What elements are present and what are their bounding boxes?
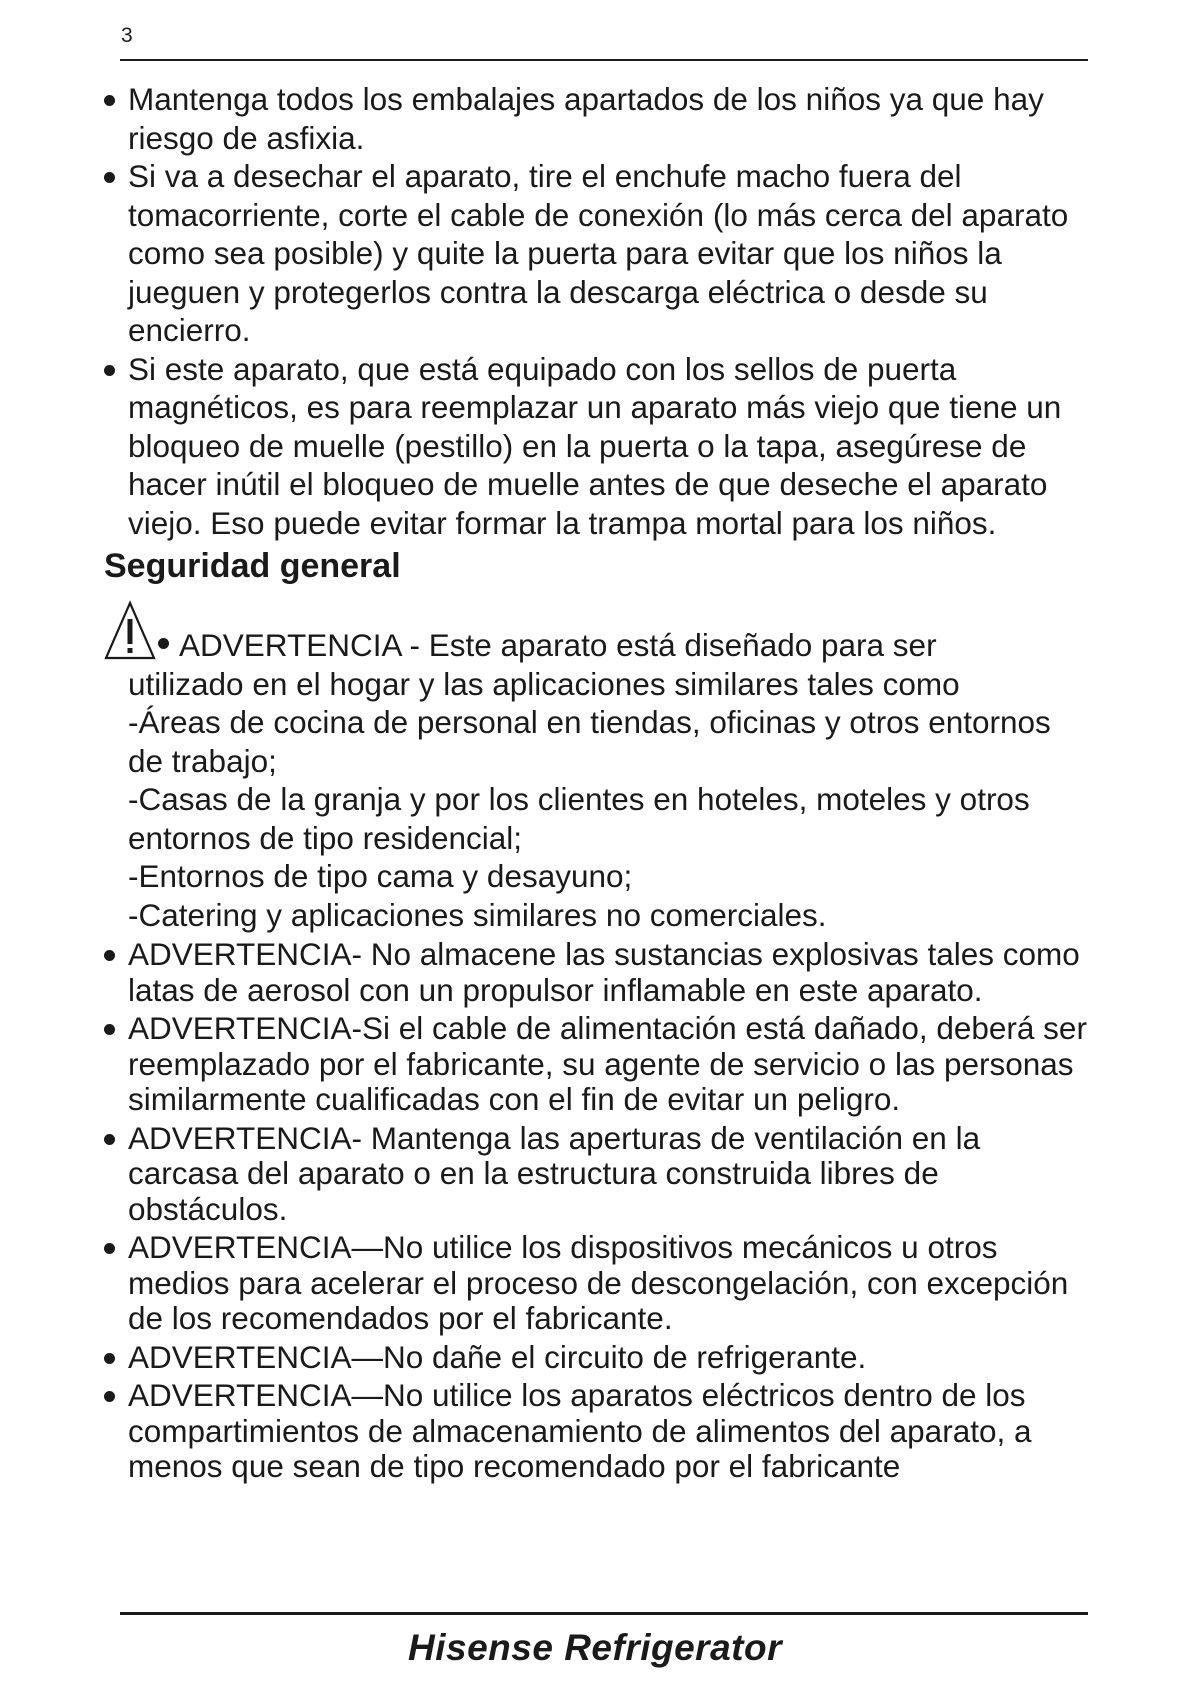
bullet-icon (158, 638, 169, 649)
warning-item-text: ADVERTENCIA—No utilice los aparatos eléctricos dentro de los compartimientos de almacenamiento de alimentos del aparato, a menos que sean de tipo recomendado por el fabricante (128, 1377, 1032, 1484)
warning-item (104, 1121, 1094, 1228)
warning-item-text: ADVERTENCIA- No almacene las sustancias explosivas tales como latas de aerosol con un propulsor inflamable en este aparato. (128, 936, 1080, 1008)
warning-sub-item: -Casas de la granja y por los clientes en hoteles, moteles y otros entornos de tipo residencial; (128, 781, 1030, 856)
bullet-icon (104, 1134, 115, 1145)
bullet-icon (104, 1353, 115, 1364)
first-warning (104, 600, 1094, 934)
list-item (104, 350, 1094, 543)
footer-rule (120, 1612, 1088, 1615)
warning-sub-item: -Entornos de tipo cama y desayuno; (128, 858, 633, 894)
bullet-icon (104, 1024, 115, 1035)
warning-triangle-icon (104, 600, 156, 662)
warning-line-2: utilizado en el hogar y las aplicaciones similares tales como (128, 665, 960, 702)
warning-item-text: ADVERTENCIA—No dañe el circuito de refrigerante. (128, 1338, 867, 1375)
header-rule (120, 59, 1088, 61)
page-number: 3 (121, 24, 133, 47)
warning-item-text: ADVERTENCIA-Si el cable de alimentación está dañado, deberá ser reemplazado por el fabricante, su agente de servicio o las personas similarmente cualificadas con el fin de evitar un peligro. (128, 1010, 1087, 1117)
list-item-text: Si este aparato, que está equipado con los sellos de puerta magnéticos, es para reemplazar un aparato más viejo que tiene un bloqueo de muelle (pestillo) en la puerta o la tapa, asegúrese de hacer inútil el bloqueo de muelle antes de que deseche el aparato viejo. Eso puede evitar formar la trampa mortal para los niños. (128, 350, 1062, 541)
bullet-icon (104, 1391, 115, 1402)
warning-sub-item: -Catering y aplicaciones similares no comerciales. (128, 896, 827, 933)
bullet-icon (104, 172, 115, 183)
warning-item (104, 1378, 1094, 1485)
section-title: Seguridad general (104, 547, 401, 585)
warning-sub-item: -Áreas de cocina de personal en tiendas, oficinas y otros entornos de trabajo; (128, 704, 1051, 779)
page-content (104, 80, 1094, 1485)
warning-item-text: ADVERTENCIA- Mantenga las aperturas de ventilación en la carcasa del aparato o en la estructura construida libres de obstáculos. (128, 1119, 981, 1227)
warning-item-text: ADVERTENCIA—No utilice los dispositivos mecánicos u otros medios para acelerar el proceso de descongelación, con excepción de los recomendados por el fabricante. (128, 1229, 1069, 1336)
list-item (104, 157, 1094, 350)
bullet-icon (104, 95, 115, 106)
warning-item (104, 1230, 1094, 1337)
warning-item (104, 1340, 1094, 1376)
list-item (104, 80, 1094, 157)
list-item-text: Mantenga todos los embalajes apartados de los niños ya que hay riesgo de asfixia. (128, 81, 1044, 156)
warning-line-1: ADVERTENCIA - Este aparato está diseñado para ser (179, 627, 937, 663)
bullet-icon (104, 950, 115, 961)
brand-footer: Hisense Refrigerator (408, 1627, 782, 1668)
list-item-text: Si va a desechar el aparato, tire el enchufe macho fuera del tomacorriente, corte el cable de conexión (lo más cerca del aparato como sea posible) y quite la puerta para evitar que los niños la jueguen y protegerlos contra la descarga eléctrica o desde su encierro. (128, 158, 1069, 348)
warning-item (104, 937, 1094, 1008)
warning-item (104, 1011, 1094, 1118)
bullet-icon (104, 1243, 115, 1254)
bullet-icon (104, 365, 115, 376)
